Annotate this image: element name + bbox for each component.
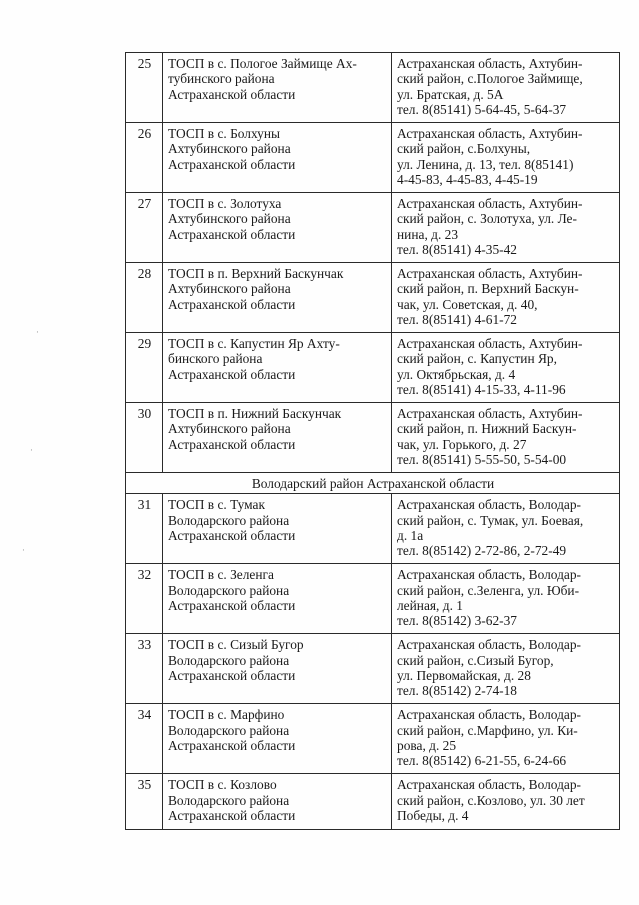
scan-speck: · bbox=[22, 546, 25, 556]
branch-address: Астраханская область, Ахтубин- ский район, п. Верхний Баскун- чак, ул. Советская, д. 40, тел. 8(85141) 4-61-72 bbox=[392, 263, 620, 333]
row-number: 30 bbox=[126, 403, 163, 473]
table-row bbox=[126, 634, 620, 704]
table-row bbox=[126, 704, 620, 774]
row-number: 32 bbox=[126, 564, 163, 634]
row-number: 31 bbox=[126, 494, 163, 564]
branch-name: ТОСП в с. Капустин Яр Ахту- бинского района Астраханской области bbox=[163, 333, 392, 403]
table-row bbox=[126, 494, 620, 564]
table-row bbox=[126, 123, 620, 193]
table-row bbox=[126, 333, 620, 403]
section-row bbox=[126, 473, 620, 494]
branch-address: Астраханская область, Володар- ский район, с. Тумак, ул. Боевая, д. 1а тел. 8(85142) 2-72-86, 2-72-49 bbox=[392, 494, 620, 564]
branch-name: ТОСП в с. Марфино Володарского района Астраханской области bbox=[163, 704, 392, 774]
branch-name: ТОСП в с. Золотуха Ахтубинского района Астраханской области bbox=[163, 193, 392, 263]
row-number: 29 bbox=[126, 333, 163, 403]
branch-address: Астраханская область, Ахтубин- ский район, с. Капустин Яр, ул. Октябрьская, д. 4 тел. 8(85141) 4-15-33, 4-11-96 bbox=[392, 333, 620, 403]
branch-address: Астраханская область, Ахтубин- ский район, с. Золотуха, ул. Ле- нина, д. 23 тел. 8(85141) 4-35-42 bbox=[392, 193, 620, 263]
row-number: 34 bbox=[126, 704, 163, 774]
branch-address: Астраханская область, Володар- ский район, с.Сизый Бугор, ул. Первомайская, д. 28 тел. 8(85142) 2-74-18 bbox=[392, 634, 620, 704]
branch-name: ТОСП в п. Верхний Баскунчак Ахтубинского района Астраханской области bbox=[163, 263, 392, 333]
branch-name: ТОСП в п. Нижний Баскунчак Ахтубинского района Астраханской области bbox=[163, 403, 392, 473]
branch-name: ТОСП в с. Болхуны Ахтубинского района Астраханской области bbox=[163, 123, 392, 193]
table-row bbox=[126, 53, 620, 123]
branch-name: ТОСП в с. Сизый Бугор Володарского района Астраханской области bbox=[163, 634, 392, 704]
row-number: 26 bbox=[126, 123, 163, 193]
row-number: 27 bbox=[126, 193, 163, 263]
table-row bbox=[126, 403, 620, 473]
branch-table bbox=[125, 52, 620, 830]
table-row bbox=[126, 564, 620, 634]
branch-name: ТОСП в с. Тумак Володарского района Астраханской области bbox=[163, 494, 392, 564]
row-number: 28 bbox=[126, 263, 163, 333]
scan-speck: · bbox=[36, 328, 39, 338]
row-number: 25 bbox=[126, 53, 163, 123]
branch-name: ТОСП в с. Пологое Займище Ах- тубинского района Астраханской области bbox=[163, 53, 392, 123]
row-number: 35 bbox=[126, 774, 163, 830]
branch-name: ТОСП в с. Козлово Володарского района Астраханской области bbox=[163, 774, 392, 830]
branch-address: Астраханская область, Ахтубин- ский район, с.Болхуны, ул. Ленина, д. 13, тел. 8(85141) 4-45-83, 4-45-83, 4-45-19 bbox=[392, 123, 620, 193]
branch-address: Астраханская область, Володар- ский район, с.Зеленга, ул. Юби- лейная, д. 1 тел. 8(85142) 3-62-37 bbox=[392, 564, 620, 634]
branch-name: ТОСП в с. Зеленга Володарского района Астраханской области bbox=[163, 564, 392, 634]
row-number: 33 bbox=[126, 634, 163, 704]
scan-speck: · bbox=[30, 446, 33, 456]
branch-address: Астраханская область, Володар- ский район, с.Козлово, ул. 30 лет Победы, д. 4 bbox=[392, 774, 620, 830]
section-title: Володарский район Астраханской области bbox=[126, 473, 620, 494]
table-row bbox=[126, 774, 620, 830]
table-row bbox=[126, 193, 620, 263]
table-row bbox=[126, 263, 620, 333]
branch-address: Астраханская область, Ахтубин- ский район, п. Нижний Баскун- чак, ул. Горького, д. 27 тел. 8(85141) 5-55-50, 5-54-00 bbox=[392, 403, 620, 473]
branch-address: Астраханская область, Володар- ский район, с.Марфино, ул. Ки- рова, д. 25 тел. 8(85142) 6-21-55, 6-24-66 bbox=[392, 704, 620, 774]
branch-address: Астраханская область, Ахтубин- ский район, с.Пологое Займище, ул. Братская, д. 5А тел. 8(85141) 5-64-45, 5-64-37 bbox=[392, 53, 620, 123]
